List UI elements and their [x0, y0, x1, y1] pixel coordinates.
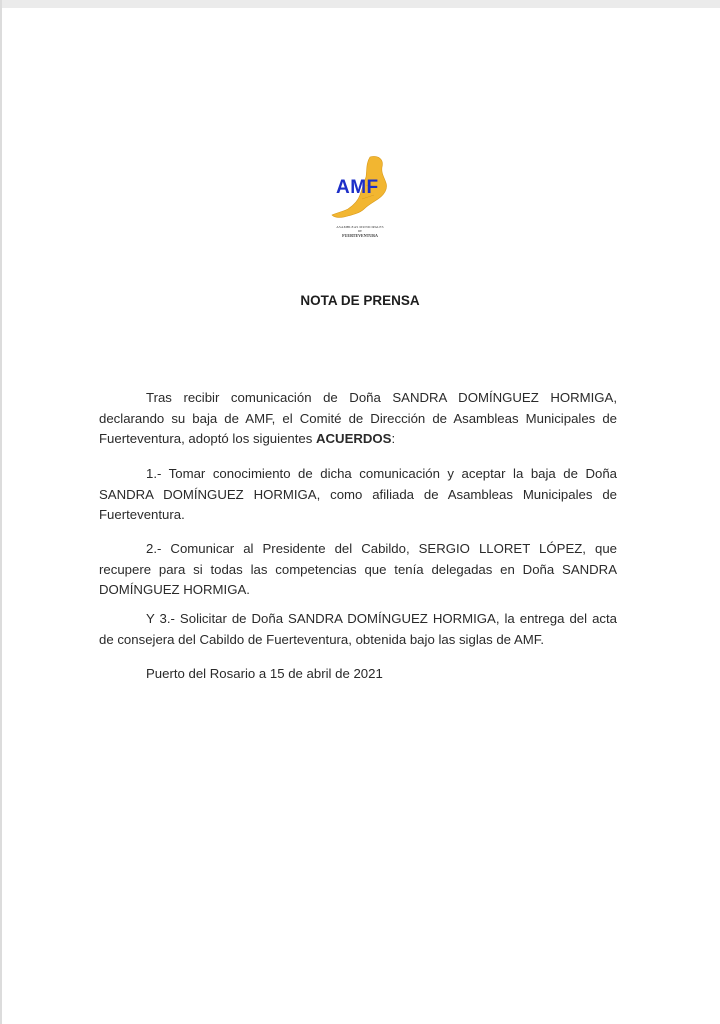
agreement-paragraph-1: 1.- Tomar conocimiento de dicha comunicación y aceptar la baja de Doña SANDRA DOMÍNGUEZ HORMIGA, como afiliada de Asambleas Municipales de Fuerteventura. — [99, 466, 617, 522]
logo-line-1: ASAMBLEAS MUNICIPALES — [336, 225, 384, 229]
intro-bold-keyword: ACUERDOS — [316, 431, 392, 446]
left-page-edge — [0, 0, 2, 1024]
intro-paragraph — [99, 388, 617, 450]
agreement-paragraph-3: Y 3.- Solicitar de Doña SANDRA DOMÍNGUEZ HORMIGA, la entrega del acta de consejera del Cabildo de Fuerteventura, obtenida bajo las siglas de AMF. — [99, 611, 617, 647]
logo-acronym: AMF — [336, 177, 379, 198]
place-date: Puerto del Rosario a 15 de abril de 2021 — [146, 666, 383, 681]
logo-line-3: FUERTEVENTURA — [342, 233, 378, 238]
top-border-band — [0, 0, 720, 8]
logo-line-2: DE — [358, 229, 362, 233]
intro-text: Tras recibir comunicación de Doña SANDRA DOMÍNGUEZ HORMIGA, declarando su baja de AMF, el Comité de Dirección de Asambleas Municipales de Fuerteventura, adoptó los siguientes — [99, 390, 617, 446]
agreement-paragraph-2: 2.- Comunicar al Presidente del Cabildo, SERGIO LLORET LÓPEZ, que recupere para si todas las competencias que tenía delegadas en Doña SANDRA DOMÍNGUEZ HORMIGA. — [99, 541, 617, 597]
document-title: NOTA DE PRENSA — [300, 293, 420, 308]
amf-logo — [326, 155, 394, 239]
intro-tail: : — [391, 431, 396, 446]
